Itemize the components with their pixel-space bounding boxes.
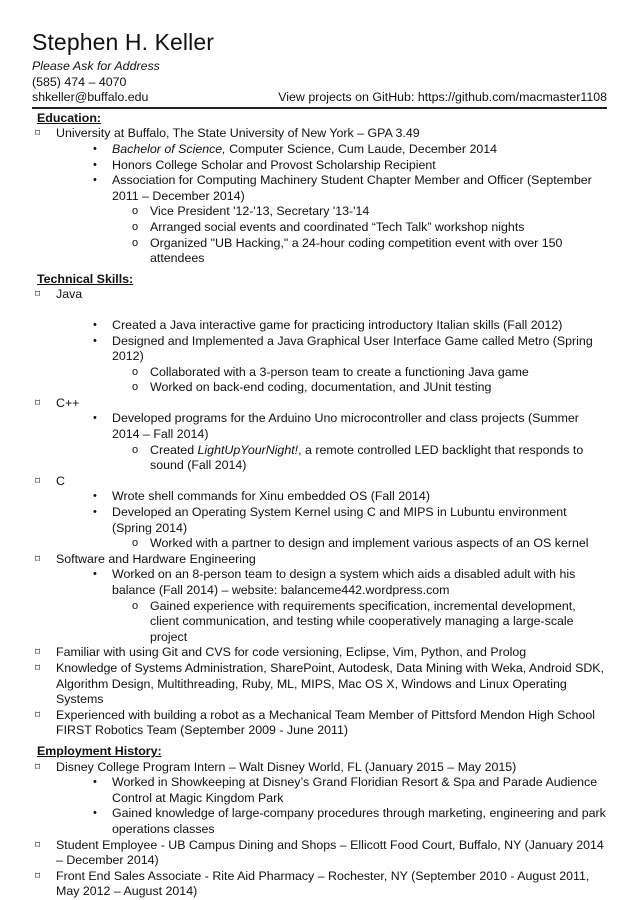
resume-page <box>32 28 607 900</box>
employment-list-2 <box>32 838 607 900</box>
list-item: o Gained experience with requirements specification, incremental development, client communication, and testing while cooperatively managing a large-scale project <box>132 598 576 644</box>
pointer-bullet-icon: ⌑ <box>35 475 41 487</box>
list-item: ⌑ Disney College Program Intern – Walt Disney World, FL (January 2015 – May 2015) <box>35 759 517 774</box>
pointer-bullet-icon: ⌑ <box>35 709 41 721</box>
section-title-skills: Technical Skills: <box>37 271 134 286</box>
dot-bullet-icon: • <box>93 490 97 503</box>
pointer-bullet-icon: ⌑ <box>35 839 41 851</box>
skills-general <box>32 645 607 739</box>
circle-bullet-icon: o <box>132 205 139 218</box>
circle-bullet-icon: o <box>132 365 139 378</box>
pointer-bullet-icon: ⌑ <box>35 397 41 409</box>
dot-bullet-icon: • <box>93 174 97 187</box>
list-item: • Designed and Implemented a Java Graphical User Interface Game called Metro (Spring 2012) <box>93 333 593 364</box>
list-item: • Association for Computing Machinery Student Chapter Member and Officer (September 2011 – December 2014) <box>93 173 592 203</box>
pointer-bullet-icon: ⌑ <box>35 662 41 674</box>
pointer-bullet-icon: ⌑ <box>35 647 41 659</box>
list-item: ⌑ Familiar with using Git and CVS for code versioning, Eclipse, Vim, Python, and Prolog <box>35 645 527 660</box>
dot-bullet-icon: • <box>93 318 97 331</box>
skills-c <box>32 474 607 490</box>
dot-bullet-icon: • <box>93 807 97 820</box>
list-item: ⌑ University at Buffalo, The State University of New York – GPA 3.49 <box>35 126 420 141</box>
dot-bullet-icon: • <box>93 568 97 581</box>
pointer-bullet-icon: ⌑ <box>35 289 41 301</box>
section-title-employment: Employment History: <box>37 743 162 758</box>
disney-sublist <box>32 775 607 837</box>
list-item: ⌑ Java <box>35 287 83 302</box>
header-divider <box>32 107 607 109</box>
circle-bullet-icon: o <box>132 443 139 456</box>
dot-bullet-icon: • <box>93 334 97 347</box>
list-item: ⌑ C <box>35 473 65 488</box>
list-item: • Developed an Operating System Kernel using C and MIPS in Lubuntu environment (Spring 2014) <box>93 505 567 535</box>
list-item: • Worked on an 8-person team to design a system which aids a disabled adult with his balance (Fall 2014) – website: balanceme442.wordpress.com <box>93 567 576 597</box>
list-item: • Gained knowledge of large-company procedures through marketing, engineering and park operations classes <box>93 806 606 836</box>
list-item: • Honors College Scholar and Provost Scholarship Recipient <box>93 157 436 172</box>
pointer-bullet-icon: ⌑ <box>35 761 41 773</box>
java-sublist <box>32 318 607 365</box>
employment-list <box>32 760 607 776</box>
list-item: o Created LightUpYourNight!, a remote controlled LED backlight that responds to sound (Fall 2014) <box>132 442 584 473</box>
list-item: ⌑ Knowledge of Systems Administration, SharePoint, Autodesk, Data Mining with Weka, Android SDK, Algorithm Design, Multithreading, Ruby, ML, MIPS, Mac OS X, Windows and Linux Operating Systems <box>35 660 604 707</box>
address-line: Please Ask for Address <box>32 59 160 73</box>
contact-row <box>32 90 607 106</box>
list-item: • Created a Java interactive game for practicing introductory Italian skills (Fall 2012) <box>93 317 563 332</box>
arduino-sublist <box>32 443 607 474</box>
education-list <box>32 126 607 142</box>
pointer-bullet-icon: ⌑ <box>35 870 41 882</box>
list-item: o Worked with a partner to design and implement various aspects of an OS kernel <box>132 536 589 551</box>
github-link[interactable]: View projects on GitHub: https://github.com/macmaster1108 <box>278 90 607 105</box>
circle-bullet-icon: o <box>132 381 139 394</box>
circle-bullet-icon: o <box>132 599 139 612</box>
list-item: • Developed programs for the Arduino Uno microcontroller and class projects (Summer 2014 – Fall 2014) <box>93 411 579 442</box>
list-item: ⌑ C++ <box>35 395 80 410</box>
phone-line: (585) 474 – 4070 <box>32 74 127 89</box>
list-item: ⌑ Student Employee - UB Campus Dining and Shops – Ellicott Food Court, Buffalo, NY (January 2014 – December 2014) <box>35 837 604 868</box>
kernel-sublist <box>32 536 607 552</box>
cpp-sublist <box>32 411 607 442</box>
pointer-bullet-icon: ⌑ <box>35 128 41 140</box>
dot-bullet-icon: • <box>93 506 97 519</box>
dot-bullet-icon: • <box>93 142 97 155</box>
circle-bullet-icon: o <box>132 537 139 550</box>
circle-bullet-icon: o <box>132 220 139 233</box>
email-link[interactable]: shkeller@buffalo.edu <box>32 90 149 105</box>
skills-cpp <box>32 396 607 412</box>
list-item: ⌑ Software and Hardware Engineering <box>35 551 256 566</box>
dot-bullet-icon: • <box>93 158 97 171</box>
circle-bullet-icon: o <box>132 236 139 249</box>
skills-java <box>32 287 607 303</box>
metro-sublist <box>32 365 607 396</box>
list-item: o Vice President '12-'13, Secretary '13-'14 <box>132 204 370 219</box>
list-item: o Organized "UB Hacking," a 24-hour coding competition event with over 150 attendees <box>132 235 563 266</box>
list-item: o Collaborated with a 3-person team to create a functioning Java game <box>132 364 529 379</box>
education-sublist <box>32 142 607 204</box>
list-item: • Worked in Showkeeping at Disney’s Grand Floridian Resort & Spa and Parade Audience Control at Magic Kingdom Park <box>93 775 598 805</box>
skills-se <box>32 552 607 568</box>
candidate-name: Stephen H. Keller <box>32 29 214 55</box>
pointer-bullet-icon: ⌑ <box>35 553 41 565</box>
section-title-education: Education: <box>37 110 102 125</box>
list-item: • Wrote shell commands for Xinu embedded OS (Fall 2014) <box>93 489 430 504</box>
list-item: o Arranged social events and coordinated “Tech Talk” workshop nights <box>132 219 525 234</box>
list-item: ⌑ Front End Sales Associate - Rite Aid Pharmacy – Rochester, NY (September 2010 - August 2011, May 2012 – August 2014) <box>35 868 590 899</box>
list-item: o Worked on back-end coding, documentation, and JUnit testing <box>132 380 492 395</box>
spacer <box>32 303 607 318</box>
dot-bullet-icon: • <box>93 776 97 789</box>
list-item: ⌑ Experienced with building a robot as a Mechanical Team Member of Pittsford Mendon High School FIRST Robotics Team (September 2009 - June 2011) <box>35 707 596 738</box>
se-sublist <box>32 567 607 598</box>
c-sublist <box>32 489 607 536</box>
dot-bullet-icon: • <box>93 412 97 425</box>
balance-sublist <box>32 599 607 646</box>
acm-sublist <box>32 204 607 266</box>
list-item: • Bachelor of Science, Computer Science, Cum Laude, December 2014 <box>93 141 498 156</box>
